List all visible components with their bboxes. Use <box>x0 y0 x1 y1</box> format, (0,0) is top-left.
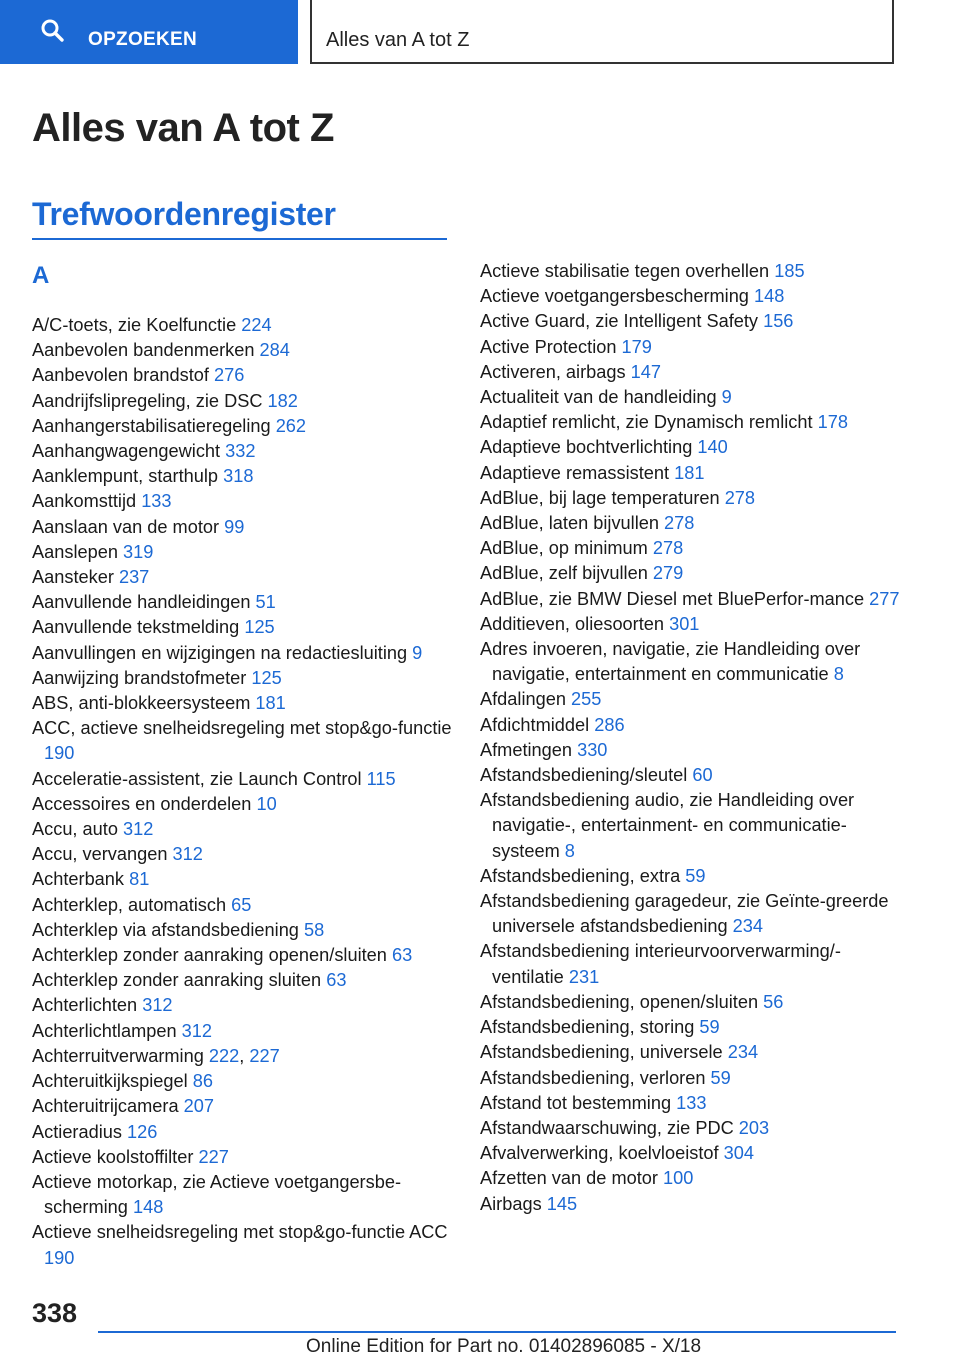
page-link[interactable]: 207 <box>183 1096 214 1117</box>
index-entry <box>480 385 900 410</box>
index-entry <box>32 1094 452 1119</box>
index-entry <box>480 687 900 712</box>
index-entry <box>480 259 900 284</box>
page-link[interactable]: 59 <box>699 1017 720 1038</box>
index-entry-text: Adaptief remlicht, zie Dynamisch remlicht <box>480 412 813 433</box>
page-link[interactable]: 133 <box>676 1092 707 1113</box>
index-entry-text: Achterklep via afstandsbediening <box>32 919 299 940</box>
index-entry-text: Aanslaan van de motor <box>32 516 220 537</box>
index-entry <box>32 1145 452 1170</box>
index-entry <box>480 587 900 612</box>
page-link[interactable]: 8 <box>564 840 575 861</box>
index-entry <box>480 1141 900 1166</box>
page-link[interactable]: 125 <box>244 617 275 638</box>
index-entry-text: Additieven, oliesoorten <box>480 613 665 634</box>
page-link[interactable]: 133 <box>141 491 172 512</box>
index-entry <box>32 414 452 439</box>
index-entry <box>32 993 452 1018</box>
search-icon <box>40 31 68 59</box>
page-link[interactable]: 179 <box>621 336 652 357</box>
page-link[interactable]: 10 <box>256 793 277 814</box>
index-entry <box>480 486 900 511</box>
index-entry-text: Afstandwaarschuwing, zie PDC <box>480 1117 734 1138</box>
page-link[interactable]: 178 <box>817 412 848 433</box>
page-number: 338 <box>32 1298 78 1328</box>
page-link[interactable]: 234 <box>727 1042 759 1063</box>
page-link[interactable]: 185 <box>774 261 805 281</box>
index-entry-text: Afstandsbediening, extra <box>480 865 681 886</box>
page-link[interactable]: 60 <box>692 765 713 786</box>
index-entry <box>480 1192 900 1217</box>
page-link[interactable]: 278 <box>724 487 756 508</box>
index-entry <box>480 1166 900 1191</box>
index-entry-text: Afstandsbediening, universele <box>480 1042 723 1063</box>
index-entry <box>32 565 452 590</box>
page-link[interactable]: 222 <box>208 1045 240 1066</box>
page-link[interactable]: 148 <box>754 286 785 307</box>
index-entry-text: Activeren, airbags <box>480 361 626 382</box>
page-link[interactable]: 278 <box>652 538 684 559</box>
index-entry <box>480 738 900 763</box>
index-entry <box>32 1069 452 1094</box>
index-entry-text: Achteruitkijkspiegel <box>32 1071 188 1092</box>
index-entry <box>32 641 452 666</box>
page-link[interactable]: 65 <box>231 894 252 915</box>
index-entry <box>32 1120 452 1145</box>
index-entry-text: AdBlue, bij lage temperaturen <box>480 487 720 508</box>
index-entry <box>480 435 900 460</box>
index-entry-text: Afstandsbediening garagedeur, zie Geïnte-greerde universele afstandsbediening <box>480 891 889 937</box>
index-entry <box>32 439 452 464</box>
page-link[interactable]: 99 <box>224 516 245 537</box>
page-link[interactable]: 304 <box>723 1143 754 1164</box>
index-entry-text: Aanbevolen bandenmerken <box>32 340 255 361</box>
page-link[interactable]: 51 <box>255 592 276 613</box>
index-letter-heading: A <box>32 262 50 289</box>
index-entry-text: Actieve koolstoffilter <box>32 1146 194 1167</box>
index-entry <box>32 363 452 388</box>
index-entry-text: Active Protection <box>480 336 617 357</box>
page-link[interactable]: 312 <box>123 819 154 840</box>
page-link[interactable]: 86 <box>192 1071 213 1092</box>
index-entry-text: A/C-toets, zie Koelfunctie <box>32 315 237 335</box>
index-entry-text: Afvalverwerking, koelvloeistof <box>480 1143 719 1164</box>
index-entry <box>480 335 900 360</box>
index-entry <box>32 615 452 640</box>
index-column-right <box>480 259 900 1217</box>
index-entry-text: Actieve voetgangersbescherming <box>480 286 749 307</box>
search-button-label: OPZOEKEN <box>88 29 198 50</box>
index-entry-text: Afstandsbediening audio, zie Handleiding over navigatie-, entertainment- en communicatie-systeem <box>480 790 855 861</box>
index-entry <box>32 867 452 892</box>
index-entry <box>32 313 452 338</box>
page-link[interactable]: 81 <box>129 869 150 890</box>
index-entry <box>32 918 452 943</box>
index-entry <box>480 1091 900 1116</box>
index-entry <box>32 489 452 514</box>
index-entry-text: Achterklep zonder aanraking sluiten <box>32 970 322 991</box>
index-entry <box>480 309 900 334</box>
index-entry <box>480 461 900 486</box>
page-link[interactable]: 190 <box>44 743 75 764</box>
index-entry-text: Accessoires en onderdelen <box>32 793 252 814</box>
index-entry <box>480 763 900 788</box>
page-link[interactable]: 284 <box>259 340 290 361</box>
index-entry <box>480 713 900 738</box>
index-entry-text: Achterklep zonder aanraking openen/sluiten <box>32 945 387 966</box>
index-entry-text: Achterlichtlampen <box>32 1020 177 1041</box>
index-entry <box>32 943 452 968</box>
page-link[interactable]: 227 <box>249 1045 280 1066</box>
index-entry <box>32 464 452 489</box>
index-entry-text: Adaptieve bochtverlichting <box>480 437 693 458</box>
index-entry <box>32 389 452 414</box>
index-entry-text: Aanhangerstabilisatieregeling <box>32 415 271 436</box>
index-entry <box>480 939 900 989</box>
page-link[interactable]: 255 <box>571 689 602 710</box>
page-link[interactable]: 319 <box>123 541 154 562</box>
page-link[interactable]: 63 <box>326 970 347 991</box>
index-entry <box>32 1019 452 1044</box>
index-entry-text: Adres invoeren, navigatie, zie Handleiding over navigatie, entertainment en communicatie <box>480 639 861 685</box>
page-subtitle: Trefwoordenregister <box>32 196 336 232</box>
index-entry <box>32 666 452 691</box>
index-entry-text: Aanwijzing brandstofmeter <box>32 667 247 688</box>
index-entry-text: ABS, anti-blokkeersysteem <box>32 693 251 714</box>
index-entry <box>32 893 452 918</box>
index-entry-text: Airbags <box>480 1193 542 1214</box>
index-entry <box>480 990 900 1015</box>
index-entry-text: Afstandsbediening, storing <box>480 1017 695 1038</box>
page-link[interactable]: 203 <box>738 1117 770 1138</box>
page-link[interactable]: 115 <box>366 768 396 789</box>
search-button[interactable] <box>0 0 298 64</box>
index-entry <box>32 767 452 792</box>
page-link[interactable]: 312 <box>181 1020 212 1041</box>
index-entry-text: Aanvullende tekstmelding <box>32 617 240 638</box>
index-entry <box>480 360 900 385</box>
index-entry-text: Aanvullende handleidingen <box>32 592 251 613</box>
page-link[interactable]: 182 <box>267 390 298 411</box>
index-entry-text: Actieradius <box>32 1121 122 1142</box>
index-entry-text: Aanklempunt, starthulp <box>32 466 219 487</box>
page-link[interactable]: 278 <box>664 513 695 534</box>
index-entry-text: AdBlue, laten bijvullen <box>480 513 659 534</box>
index-entry <box>480 1040 900 1065</box>
index-entry-text: Aankomsttijd <box>32 491 137 512</box>
page-link[interactable]: 332 <box>225 441 256 462</box>
index-entry-text: ACC, actieve snelheidsregeling met stop&go-functie <box>32 718 452 739</box>
index-entry-text: Afdichtmiddel <box>480 714 590 735</box>
index-entry-text: Accu, auto <box>32 819 118 840</box>
index-entry-text: Achteruitrijcamera <box>32 1096 179 1117</box>
page-link[interactable]: 56 <box>763 991 784 1012</box>
page-link[interactable]: 181 <box>674 462 705 483</box>
index-entry <box>480 889 900 939</box>
index-entry-text: Afstandsbediening interieurvoorverwarming/-ventilatie <box>480 941 841 987</box>
subtitle-divider <box>32 238 447 240</box>
page-link[interactable]: 126 <box>127 1121 158 1142</box>
index-entry <box>480 284 900 309</box>
index-entry <box>32 691 452 716</box>
index-entry <box>32 338 452 363</box>
page-link[interactable]: 276 <box>214 365 245 386</box>
index-entry-text: Afstandsbediening, openen/sluiten <box>480 991 759 1012</box>
index-entry <box>480 788 900 864</box>
index-entry <box>480 1066 900 1091</box>
page-link[interactable]: 140 <box>697 437 728 458</box>
index-entry <box>480 637 900 687</box>
index-entry <box>32 792 452 817</box>
page-title: Alles van A tot Z <box>32 106 334 150</box>
breadcrumb-label: Alles van A tot Z <box>326 29 470 51</box>
page-link[interactable]: 286 <box>594 714 625 735</box>
page-link[interactable]: 190 <box>44 1247 75 1268</box>
page-link[interactable]: 9 <box>721 387 732 408</box>
index-entry <box>32 817 452 842</box>
page-link[interactable]: 277 <box>869 588 900 609</box>
footer-edition: Online Edition for Part no. 01402896085 - X/18 <box>306 1336 702 1357</box>
index-entry <box>32 716 452 766</box>
page-link[interactable]: 59 <box>710 1067 731 1088</box>
index-entry-text: Actieve stabilisatie tegen overhellen <box>480 261 770 281</box>
index-entry-text: Actieve motorkap, zie Actieve voetgangersbe-scherming <box>32 1171 401 1218</box>
index-entry-text: Achterlichten <box>32 995 138 1016</box>
page-link[interactable]: 100 <box>663 1168 694 1189</box>
index-column-left <box>32 313 452 1271</box>
page-link[interactable]: 181 <box>255 693 286 714</box>
page-link[interactable]: 318 <box>223 466 254 487</box>
index-entry-text: AdBlue, zelf bijvullen <box>480 563 648 584</box>
index-entry <box>32 968 452 993</box>
page-link[interactable]: 234 <box>732 916 764 937</box>
index-entry-text: Afmetingen <box>480 739 573 760</box>
index-entry-text: Aanvullingen en wijzigingen na redactiesluiting <box>32 642 408 663</box>
index-entry <box>32 1170 452 1220</box>
index-entry-text: Actualiteit van de handleiding <box>480 387 717 408</box>
index-entry <box>480 612 900 637</box>
page-link[interactable]: 147 <box>630 361 661 382</box>
page-link[interactable]: 227 <box>198 1146 229 1167</box>
page-link[interactable]: 9 <box>412 642 423 663</box>
page-link[interactable]: 58 <box>304 919 325 940</box>
breadcrumb <box>310 0 894 64</box>
index-entry-text: Actieve snelheidsregeling met stop&go-functie ACC <box>32 1222 448 1243</box>
index-entry <box>480 1015 900 1040</box>
page-link[interactable]: 262 <box>275 415 307 436</box>
index-entry-text: Afstandsbediening/sleutel <box>480 765 688 786</box>
index-entry-text: Afstand tot bestemming <box>480 1092 672 1113</box>
index-entry-text: Active Guard, zie Intelligent Safety <box>480 311 759 332</box>
index-entry <box>480 561 900 586</box>
index-entry-text: Acceleratie-assistent, zie Launch Control <box>32 768 362 789</box>
index-entry <box>32 1220 452 1270</box>
page-link[interactable]: 231 <box>568 966 600 987</box>
page-link[interactable]: 59 <box>685 865 706 886</box>
index-entry-text: Afstandsbediening, verloren <box>480 1067 706 1088</box>
index-entry-text: Aanbevolen brandstof <box>32 365 209 386</box>
page-link[interactable]: 237 <box>118 567 150 588</box>
index-entry-text: Achterbank <box>32 869 125 890</box>
index-entry <box>32 515 452 540</box>
page-link[interactable]: 312 <box>142 995 173 1016</box>
page-link[interactable]: 8 <box>833 664 844 685</box>
index-entry <box>32 842 452 867</box>
page-link[interactable]: 145 <box>546 1193 578 1214</box>
index-entry <box>480 864 900 889</box>
page-link[interactable]: 301 <box>669 613 700 634</box>
index-entry <box>32 590 452 615</box>
index-entry-text: Aandrijfslipregeling, zie DSC <box>32 390 263 411</box>
index-entry-text: Achterklep, automatisch <box>32 894 227 915</box>
index-entry-text: Afzetten van de motor <box>480 1168 658 1189</box>
index-entry <box>32 540 452 565</box>
index-entry <box>480 536 900 561</box>
index-entry: Achterruitverwarming 222, 227 <box>32 1045 280 1066</box>
page-link[interactable]: 224 <box>241 315 272 335</box>
index-entry <box>480 1116 900 1141</box>
page-link[interactable]: 279 <box>652 563 684 584</box>
index-entry-text: Accu, vervangen <box>32 844 168 865</box>
index-entry-text: Aanslepen <box>32 541 118 562</box>
index-entry-text: Achterruitverwarming <box>32 1045 204 1066</box>
footer-divider <box>98 1331 896 1333</box>
page-link[interactable]: 148 <box>132 1197 164 1218</box>
top-navigation-bar <box>0 0 960 66</box>
page-link[interactable]: 330 <box>577 739 608 760</box>
page-link[interactable]: 125 <box>251 667 282 688</box>
index-entry-text: AdBlue, op minimum <box>480 538 648 559</box>
page-link[interactable]: 156 <box>763 311 794 332</box>
index-entry-text: Afdalingen <box>480 689 566 710</box>
index-entry-text: Aanhangwagengewicht <box>32 441 221 462</box>
index-entry-text: AdBlue, zie BMW Diesel met BluePerfor-mance <box>480 588 865 609</box>
index-entry-text: Aansteker <box>32 567 114 588</box>
index-entry <box>480 511 900 536</box>
index-entry-text: Adaptieve remassistent <box>480 462 670 483</box>
index-entry <box>480 410 900 435</box>
page-link[interactable]: 312 <box>172 844 203 865</box>
page-link[interactable]: 63 <box>391 945 413 966</box>
